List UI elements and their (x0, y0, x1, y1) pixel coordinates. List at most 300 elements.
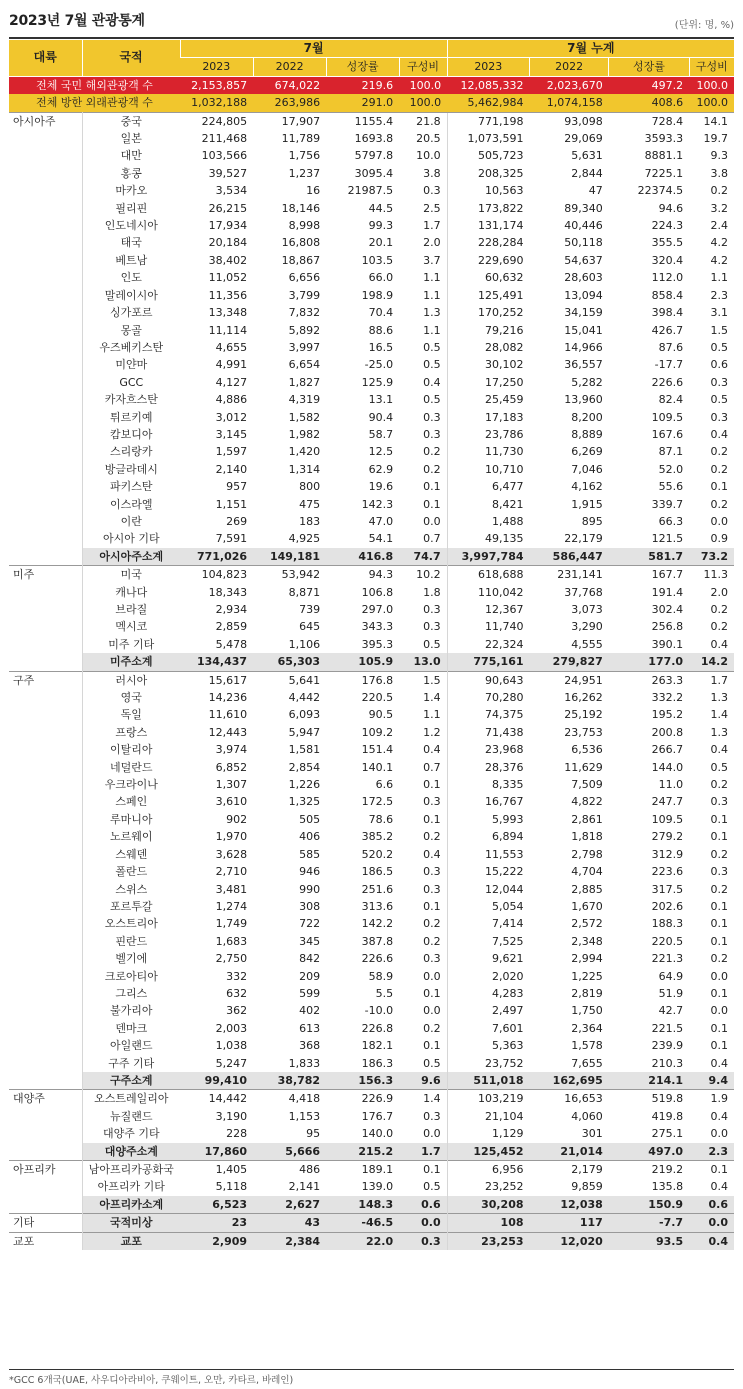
cum-share-cell: 0.0 (710, 514, 728, 528)
header-july-growth: 성장률 (326, 58, 399, 76)
july-growth-cell: 189.1 (326, 1161, 399, 1179)
cum-growth-cell: 51.9 (658, 986, 684, 1000)
july-2023-cell: 269 (226, 514, 248, 528)
cum-share-cell: 0.3 (710, 375, 728, 389)
total-cum-2022: 2,023,670 (530, 76, 609, 94)
july-growth-cell: 66.0 (368, 271, 394, 285)
july-share-cell: 0.2 (423, 445, 441, 459)
july-2023-cell: 14,442 (180, 1090, 253, 1108)
cum-growth-cell: -17.7 (654, 358, 684, 372)
july-growth-cell: 125.9 (361, 375, 394, 389)
july-growth-cell: 156.3 (326, 1072, 399, 1090)
cum-2022-cell: 11,629 (564, 760, 603, 774)
july-growth-cell: 142.2 (361, 917, 394, 931)
july-2022-cell: 149,181 (253, 548, 326, 566)
cum-2022-cell: 8,200 (571, 410, 603, 424)
july-share-cell: 0.1 (423, 812, 441, 826)
cum-growth-cell: 214.1 (609, 1072, 689, 1090)
july-growth-cell: 47.0 (368, 514, 394, 528)
july-2023-cell: 362 (226, 1004, 248, 1018)
cum-2023-cell: 30,208 (447, 1196, 529, 1214)
continent-cell: 구주 (9, 671, 82, 1090)
cum-share-cell: 73.2 (689, 548, 734, 566)
nationality-cell: 이탈리아 (110, 743, 153, 757)
july-2022-cell: 4,319 (288, 393, 321, 407)
july-2022-cell: 43 (253, 1214, 326, 1232)
july-share-cell: 0.3 (423, 1109, 441, 1123)
cum-share-cell: 1.7 (689, 671, 734, 689)
july-2023-cell: 1,307 (215, 778, 248, 792)
july-2022-cell: 1,827 (288, 375, 321, 389)
nationality-cell: 포르투갈 (110, 899, 153, 913)
cum-2022-cell: 3,290 (571, 620, 603, 634)
july-share-cell: 0.3 (423, 620, 441, 634)
nationality-cell: 아시아 기타 (102, 532, 160, 546)
nationality-cell: 구주 기타 (108, 1056, 155, 1070)
cum-growth-cell: 7225.1 (644, 166, 684, 180)
cum-growth-cell: 279.2 (651, 830, 684, 844)
july-2022-cell: 475 (299, 497, 321, 511)
cum-2022-cell: 54,637 (564, 253, 603, 267)
subtotal-row (9, 1072, 734, 1090)
cum-share-cell: 0.0 (710, 969, 728, 983)
nationality-cell: 아일랜드 (110, 1039, 153, 1053)
cum-2022-cell: 4,704 (571, 865, 603, 879)
cum-2023-cell: 3,997,784 (447, 548, 529, 566)
july-2022-cell: 1,982 (288, 427, 321, 441)
total-july-2023: 2,153,857 (180, 76, 253, 94)
cum-2023-cell: 7,525 (447, 933, 529, 950)
nationality-cell: 대양주 기타 (102, 1127, 160, 1141)
july-2022-cell: 183 (299, 514, 321, 528)
header-nationality: 국적 (82, 40, 180, 76)
cum-growth-cell: 55.6 (658, 480, 684, 494)
cum-2023-cell: 22,324 (447, 636, 529, 653)
july-2022-cell: 6,093 (288, 708, 321, 722)
july-2022-cell: 1,420 (288, 445, 321, 459)
cum-2022-cell: 13,094 (564, 288, 603, 302)
nationality-cell: 필리핀 (115, 201, 148, 215)
july-growth-cell: 251.6 (361, 882, 394, 896)
cum-2023-cell: 228,284 (447, 234, 529, 251)
cum-2023-cell: 9,621 (447, 950, 529, 967)
july-growth-cell: 3095.4 (354, 166, 394, 180)
july-share-cell: 0.5 (423, 1180, 441, 1194)
table-row (9, 269, 734, 286)
july-growth-cell: 1155.4 (326, 112, 399, 130)
cum-share-cell: 1.4 (710, 708, 728, 722)
july-share-cell: 0.3 (423, 952, 441, 966)
july-share-cell: 0.3 (423, 603, 441, 616)
cum-2022-cell: 36,557 (564, 358, 603, 372)
table-row (9, 217, 734, 234)
july-growth-cell: 20.1 (368, 236, 394, 250)
cum-2022-cell: 4,162 (571, 480, 603, 494)
table-row (9, 689, 734, 706)
july-growth-cell: 13.1 (368, 393, 394, 407)
july-share-cell: 1.1 (423, 288, 441, 302)
cum-2022-cell: 21,014 (530, 1143, 609, 1161)
continent-cell: 아시아주 (9, 112, 82, 566)
cum-growth-cell: 239.9 (651, 1039, 684, 1053)
july-growth-cell: 16.5 (368, 340, 394, 354)
table-row (9, 443, 734, 460)
table-row (9, 759, 734, 776)
cum-2023-cell: 25,459 (447, 391, 529, 408)
july-growth-cell: -10.0 (364, 1004, 394, 1018)
july-growth-cell: 90.4 (368, 410, 394, 424)
cum-2023-cell: 6,477 (447, 478, 529, 495)
cum-growth-cell: 247.7 (651, 795, 684, 809)
july-share-cell: 0.2 (423, 1021, 441, 1035)
july-2022-cell: 2,627 (253, 1196, 326, 1214)
cum-growth-cell: 426.7 (651, 323, 684, 337)
cum-growth-cell: 219.2 (609, 1161, 689, 1179)
cum-share-cell: 0.1 (710, 1039, 728, 1053)
cum-share-cell: 14.2 (689, 653, 734, 671)
cum-share-cell: 0.2 (710, 462, 728, 476)
cum-share-cell: 0.6 (710, 358, 728, 372)
top-rule (9, 37, 734, 39)
cum-2023-cell: 6,956 (447, 1161, 529, 1179)
july-2023-cell: 2,003 (215, 1021, 248, 1035)
july-2023-cell: 134,437 (180, 653, 253, 671)
cum-2022-cell: 12,038 (530, 1196, 609, 1214)
cum-2023-cell: 49,135 (447, 530, 529, 547)
july-share-cell: 0.1 (423, 899, 441, 913)
cum-2022-cell: 29,069 (564, 132, 603, 146)
july-2022-cell: 946 (299, 865, 321, 879)
july-2023-cell: 26,215 (208, 201, 248, 215)
total-cum-growth: 408.6 (609, 94, 689, 112)
cum-2022-cell: 1,915 (571, 497, 603, 511)
cum-2023-cell: 229,690 (447, 252, 529, 269)
july-2022-cell: 2,141 (288, 1180, 321, 1194)
total-july-growth: 291.0 (326, 94, 399, 112)
july-2022-cell: 1,226 (288, 778, 321, 792)
cum-2022-cell: 2,348 (571, 934, 603, 948)
july-growth-cell: 12.5 (368, 445, 394, 459)
cum-2023-cell: 7,414 (447, 915, 529, 932)
table-row (9, 322, 734, 339)
july-growth-cell: 88.6 (368, 323, 394, 337)
table-row (9, 513, 734, 530)
cum-share-cell: 4.2 (710, 253, 728, 267)
nationality-cell: 미얀마 (115, 358, 148, 372)
july-2023-cell: 103,566 (201, 149, 248, 163)
july-growth-cell: 70.4 (368, 306, 394, 320)
cum-share-cell: 0.0 (710, 1004, 728, 1018)
july-2022-cell: 2,384 (253, 1232, 326, 1250)
cum-share-cell: 0.3 (710, 410, 728, 424)
table-row (9, 252, 734, 269)
cum-growth-cell: 8881.1 (644, 149, 684, 163)
cum-growth-cell: 226.6 (651, 375, 684, 389)
july-share-cell: 1.8 (423, 585, 441, 599)
nationality-cell: 노르웨이 (110, 830, 153, 844)
table-row (9, 601, 734, 618)
cum-2023-cell: 110,042 (447, 584, 529, 601)
july-2022-cell: 5,641 (253, 671, 326, 689)
nationality-cell: 태국 (120, 236, 142, 250)
cum-2023-cell: 23,252 (447, 1178, 529, 1195)
cum-2022-cell: 231,141 (530, 566, 609, 584)
cum-2022-cell: 50,118 (564, 236, 603, 250)
cum-2022-cell: 5,631 (571, 149, 603, 163)
nationality-cell: 러시아 (82, 671, 180, 689)
cum-2022-cell: 24,951 (530, 671, 609, 689)
continent-cell: 미주 (9, 566, 82, 671)
table-row (9, 165, 734, 182)
table-row (9, 374, 734, 391)
cum-growth-cell: 144.0 (651, 760, 684, 774)
table-row (9, 530, 734, 547)
july-2022-cell: 722 (299, 917, 321, 931)
cum-growth-cell: 302.4 (651, 603, 684, 616)
continent-cell: 대양주 (9, 1090, 82, 1161)
july-2023-cell: 13,348 (208, 306, 248, 320)
nationality-cell: 중국 (82, 112, 180, 130)
july-share-cell: 0.5 (423, 393, 441, 407)
nationality-cell: 네덜란드 (110, 760, 153, 774)
july-2023-cell: 104,823 (180, 566, 253, 584)
cum-2023-cell: 10,710 (447, 461, 529, 478)
cum-2022-cell: 23,753 (564, 725, 603, 739)
subtotal-row (9, 653, 734, 671)
cum-2022-cell: 3,073 (571, 603, 603, 616)
nationality-cell: 캄보디아 (110, 427, 153, 441)
cum-2022-cell: 12,020 (530, 1232, 609, 1250)
july-growth-cell: 148.3 (326, 1196, 399, 1214)
nationality-cell: 대양주소계 (82, 1143, 180, 1161)
cum-2023-cell: 11,553 (447, 846, 529, 863)
july-2022-cell: 1,106 (288, 637, 321, 651)
header-cum-share: 구성비 (689, 58, 734, 76)
july-2022-cell: 5,666 (253, 1143, 326, 1161)
cum-share-cell: 2.3 (710, 288, 728, 302)
table-row (9, 496, 734, 513)
july-2022-cell: 16,808 (281, 236, 321, 250)
july-growth-cell: 58.9 (368, 969, 394, 983)
cum-share-cell: 0.1 (710, 934, 728, 948)
cum-2023-cell: 8,421 (447, 496, 529, 513)
cum-share-cell: 1.5 (710, 323, 728, 337)
cum-2023-cell: 90,643 (447, 671, 529, 689)
july-2022-cell: 585 (299, 847, 321, 861)
july-share-cell: 1.7 (423, 219, 441, 233)
july-2022-cell: 1,582 (288, 410, 321, 424)
cum-2022-cell: 2,994 (571, 952, 603, 966)
cum-share-cell: 0.1 (710, 480, 728, 494)
nationality-cell: 영국 (120, 691, 142, 705)
cum-2023-cell: 7,601 (447, 1020, 529, 1037)
cum-growth-cell: 263.3 (609, 671, 689, 689)
july-2023-cell: 38,402 (208, 253, 248, 267)
july-growth-cell: 103.5 (361, 253, 394, 267)
july-2022-cell: 486 (253, 1161, 326, 1179)
july-share-cell: 0.1 (423, 497, 441, 511)
july-2022-cell: 1,756 (288, 149, 321, 163)
table-row (9, 234, 734, 251)
cum-2022-cell: 301 (581, 1127, 603, 1141)
continent-cell: 기타 (9, 1214, 82, 1232)
july-2023-cell: 14,236 (208, 691, 248, 705)
july-2022-cell: 505 (299, 812, 321, 826)
cum-2023-cell: 2,497 (447, 1002, 529, 1019)
july-2022-cell: 8,998 (288, 219, 321, 233)
cum-share-cell: 0.4 (710, 1109, 728, 1123)
header-continent: 대륙 (9, 40, 82, 76)
cum-growth-cell: 339.7 (651, 497, 684, 511)
cum-2023-cell: 173,822 (447, 200, 529, 217)
cum-2023-cell: 74,375 (447, 706, 529, 723)
continent-cell: 아프리카 (9, 1161, 82, 1214)
july-growth-cell: 62.9 (368, 462, 394, 476)
cum-share-cell: 0.0 (710, 1127, 728, 1141)
cum-share-cell: 0.3 (710, 795, 728, 809)
subtotal-row (9, 1196, 734, 1214)
total-july-2023: 1,032,188 (180, 94, 253, 112)
july-2022-cell: 95 (306, 1127, 321, 1141)
cum-share-cell: 0.1 (710, 830, 728, 844)
cum-growth-cell: 317.5 (651, 882, 684, 896)
cum-share-cell: 0.2 (710, 882, 728, 896)
cum-share-cell: 0.5 (710, 760, 728, 774)
july-2022-cell: 1,314 (288, 462, 321, 476)
cum-growth-cell: 167.7 (609, 566, 689, 584)
july-2022-cell: 613 (299, 1021, 321, 1035)
table-row (9, 182, 734, 199)
july-2022-cell: 11,789 (281, 132, 321, 146)
nationality-cell: 불가리아 (110, 1004, 153, 1018)
july-growth-cell: 226.6 (361, 952, 394, 966)
cum-2023-cell: 170,252 (447, 304, 529, 321)
nationality-cell: 이란 (120, 514, 142, 528)
cum-2022-cell: 14,966 (564, 340, 603, 354)
cum-growth-cell: 858.4 (651, 288, 684, 302)
cum-2023-cell: 2,020 (447, 968, 529, 985)
cum-2022-cell: 117 (530, 1214, 609, 1232)
subtotal-row (9, 548, 734, 566)
table-row (9, 881, 734, 898)
cum-2023-cell: 28,376 (447, 759, 529, 776)
july-2023-cell: 2,140 (215, 462, 248, 476)
cum-2022-cell: 6,269 (571, 445, 603, 459)
july-2022-cell: 209 (299, 969, 321, 983)
cum-growth-cell: 223.6 (651, 865, 684, 879)
cum-share-cell: 4.2 (710, 236, 728, 250)
july-2022-cell: 406 (299, 830, 321, 844)
subtotal-row (9, 1214, 734, 1232)
cum-2022-cell: 47 (588, 184, 603, 198)
july-2023-cell: 7,591 (215, 532, 248, 546)
cum-growth-cell: 275.1 (651, 1127, 684, 1141)
table-row (9, 1108, 734, 1125)
nationality-cell: 루마니아 (110, 812, 153, 826)
july-share-cell: 0.4 (423, 375, 441, 389)
july-2023-cell: 1,970 (215, 830, 248, 844)
table-row (9, 409, 734, 426)
july-growth-cell: 140.0 (361, 1127, 394, 1141)
cum-growth-cell: 3593.3 (644, 132, 684, 146)
nationality-cell: 홍콩 (120, 166, 142, 180)
july-2022-cell: 3,997 (288, 340, 321, 354)
header-cum-2022: 2022 (530, 58, 609, 76)
july-share-cell: 0.3 (423, 410, 441, 424)
cum-share-cell: 0.2 (710, 847, 728, 861)
cum-growth-cell: 390.1 (651, 637, 684, 651)
july-2022-cell: 4,418 (253, 1090, 326, 1108)
cum-2022-cell: 93,098 (530, 112, 609, 130)
nationality-cell: 미주 기타 (108, 637, 155, 651)
july-2023-cell: 771,026 (180, 548, 253, 566)
july-share-cell: 1.4 (423, 691, 441, 705)
nationality-cell: 방글라데시 (104, 462, 158, 476)
nationality-cell: 카자흐스탄 (104, 393, 158, 407)
july-2022-cell: 5,892 (288, 323, 321, 337)
cum-2022-cell: 2,885 (571, 882, 603, 896)
july-2022-cell: 3,799 (288, 288, 321, 302)
nationality-cell: 대만 (120, 149, 142, 163)
cum-2023-cell: 5,054 (447, 898, 529, 915)
cum-2023-cell: 21,104 (447, 1108, 529, 1125)
nationality-cell: 스위스 (115, 882, 148, 896)
july-2023-cell: 5,478 (215, 637, 248, 651)
cum-share-cell: 1.3 (710, 691, 728, 705)
table-row (9, 933, 734, 950)
nationality-cell: 일본 (120, 132, 142, 146)
july-2023-cell: 18,343 (208, 585, 248, 599)
july-share-cell: 0.3 (399, 1232, 447, 1250)
cum-2023-cell: 5,363 (447, 1037, 529, 1054)
nationality-cell: 브라질 (115, 603, 148, 616)
header-cum-growth: 성장률 (609, 58, 689, 76)
header-cum-2023: 2023 (447, 58, 529, 76)
july-growth-cell: 5797.8 (354, 149, 394, 163)
cum-growth-cell: 82.4 (658, 393, 684, 407)
july-share-cell: 1.1 (423, 323, 441, 337)
cum-growth-cell: 42.7 (658, 1004, 684, 1018)
cum-growth-cell: 202.6 (651, 899, 684, 913)
july-2023-cell: 5,118 (215, 1180, 248, 1194)
july-growth-cell: 22.0 (326, 1232, 399, 1250)
cum-2023-cell: 505,723 (447, 147, 529, 164)
cum-growth-cell: 332.2 (651, 691, 684, 705)
cum-share-cell: 1.9 (689, 1090, 734, 1108)
july-2022-cell: 8,871 (288, 585, 321, 599)
cum-2022-cell: 37,768 (564, 585, 603, 599)
july-2022-cell: 2,854 (288, 760, 321, 774)
cum-share-cell: 2.4 (710, 219, 728, 233)
july-2022-cell: 53,942 (253, 566, 326, 584)
table-row (9, 846, 734, 863)
cum-2022-cell: 34,159 (564, 306, 603, 320)
july-growth-cell: 106.8 (361, 585, 394, 599)
july-2023-cell: 4,655 (215, 340, 248, 354)
july-growth-cell: 226.8 (361, 1021, 394, 1035)
july-2022-cell: 800 (299, 480, 321, 494)
july-2023-cell: 3,481 (215, 882, 248, 896)
july-2022-cell: 17,907 (253, 112, 326, 130)
july-growth-cell: 54.1 (368, 532, 394, 546)
july-2023-cell: 2,859 (215, 620, 248, 634)
july-share-cell: 1.2 (423, 725, 441, 739)
cum-2023-cell: 60,632 (447, 269, 529, 286)
table-row (9, 1178, 734, 1195)
table-row (9, 200, 734, 217)
total-july-2022: 674,022 (253, 76, 326, 94)
cum-share-cell: 0.4 (710, 427, 728, 441)
